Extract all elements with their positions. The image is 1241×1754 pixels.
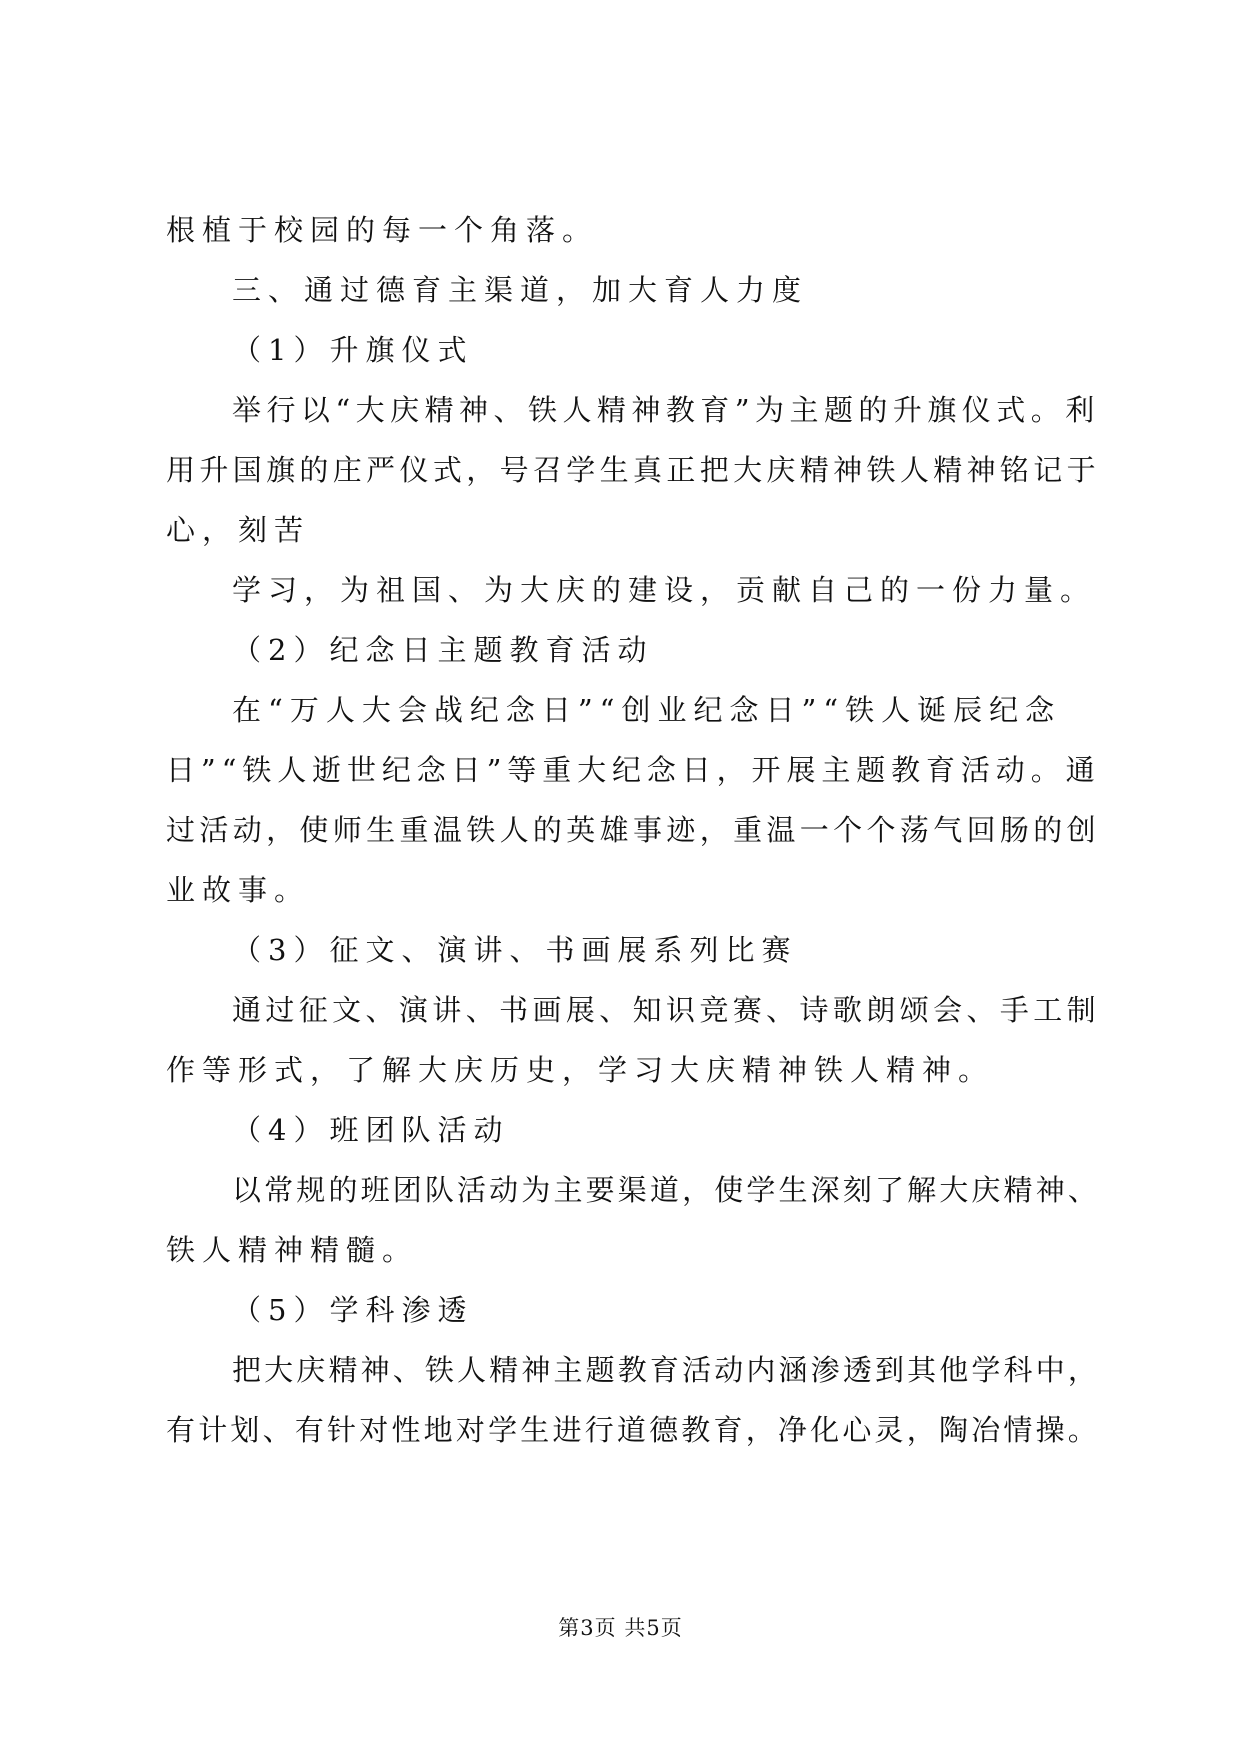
paragraph-line-9: 业故事。 (166, 873, 311, 907)
subheading-competitions: （3）征文、演讲、书画展系列比赛 (232, 933, 798, 967)
paragraph-line-7: 日”“铁人逝世纪念日”等重大纪念日，开展主题教育活动。通 (166, 753, 1101, 787)
section-heading-three: 三、通过德育主渠道，加大育人力度 (232, 273, 809, 307)
subheading-memorial-day: （2）纪念日主题教育活动 (232, 633, 654, 667)
paragraph-line-5: 学习，为祖国、为大庆的建设，贡献自己的一份力量。 (232, 573, 1097, 607)
paragraph-line-1: 根植于校园的每一个角落。 (166, 213, 599, 247)
subheading-flag-ceremony: （1）升旗仪式 (232, 333, 474, 367)
paragraph-line-4: 心，刻苦 (166, 513, 311, 547)
paragraph-line-8: 过活动，使师生重温铁人的英雄事迹，重温一个个荡气回肠的创 (166, 813, 1101, 847)
paragraph-line-11: 作等形式，了解大庆历史，学习大庆精神铁人精神。 (166, 1053, 995, 1087)
paragraph-line-10: 通过征文、演讲、书画展、知识竞赛、诗歌朗颂会、手工制 (232, 993, 1101, 1027)
page-number-footer: 第3页 共5页 (558, 1616, 683, 1640)
subheading-subject-infusion: （5）学科渗透 (232, 1293, 474, 1327)
paragraph-line-15: 有计划、有针对性地对学生进行道德教育，净化心灵，陶冶情操。 (166, 1413, 1101, 1447)
paragraph-line-6: 在“万人大会战纪念日”“创业纪念日”“铁人诞辰纪念 (232, 693, 1062, 727)
paragraph-line-3: 用升国旗的庄严仪式，号召学生真正把大庆精神铁人精神铭记于 (166, 453, 1101, 487)
subheading-class-activities: （4）班团队活动 (232, 1113, 510, 1147)
paragraph-line-13: 铁人精神精髓。 (166, 1233, 419, 1267)
paragraph-line-14: 把大庆精神、铁人精神主题教育活动内涵渗透到其他学科中， (232, 1353, 1101, 1387)
paragraph-line-2: 举行以“大庆精神、铁人精神教育”为主题的升旗仪式。利 (232, 393, 1100, 427)
paragraph-line-12: 以常规的班团队活动为主要渠道，使学生深刻了解大庆精神、 (232, 1173, 1101, 1207)
